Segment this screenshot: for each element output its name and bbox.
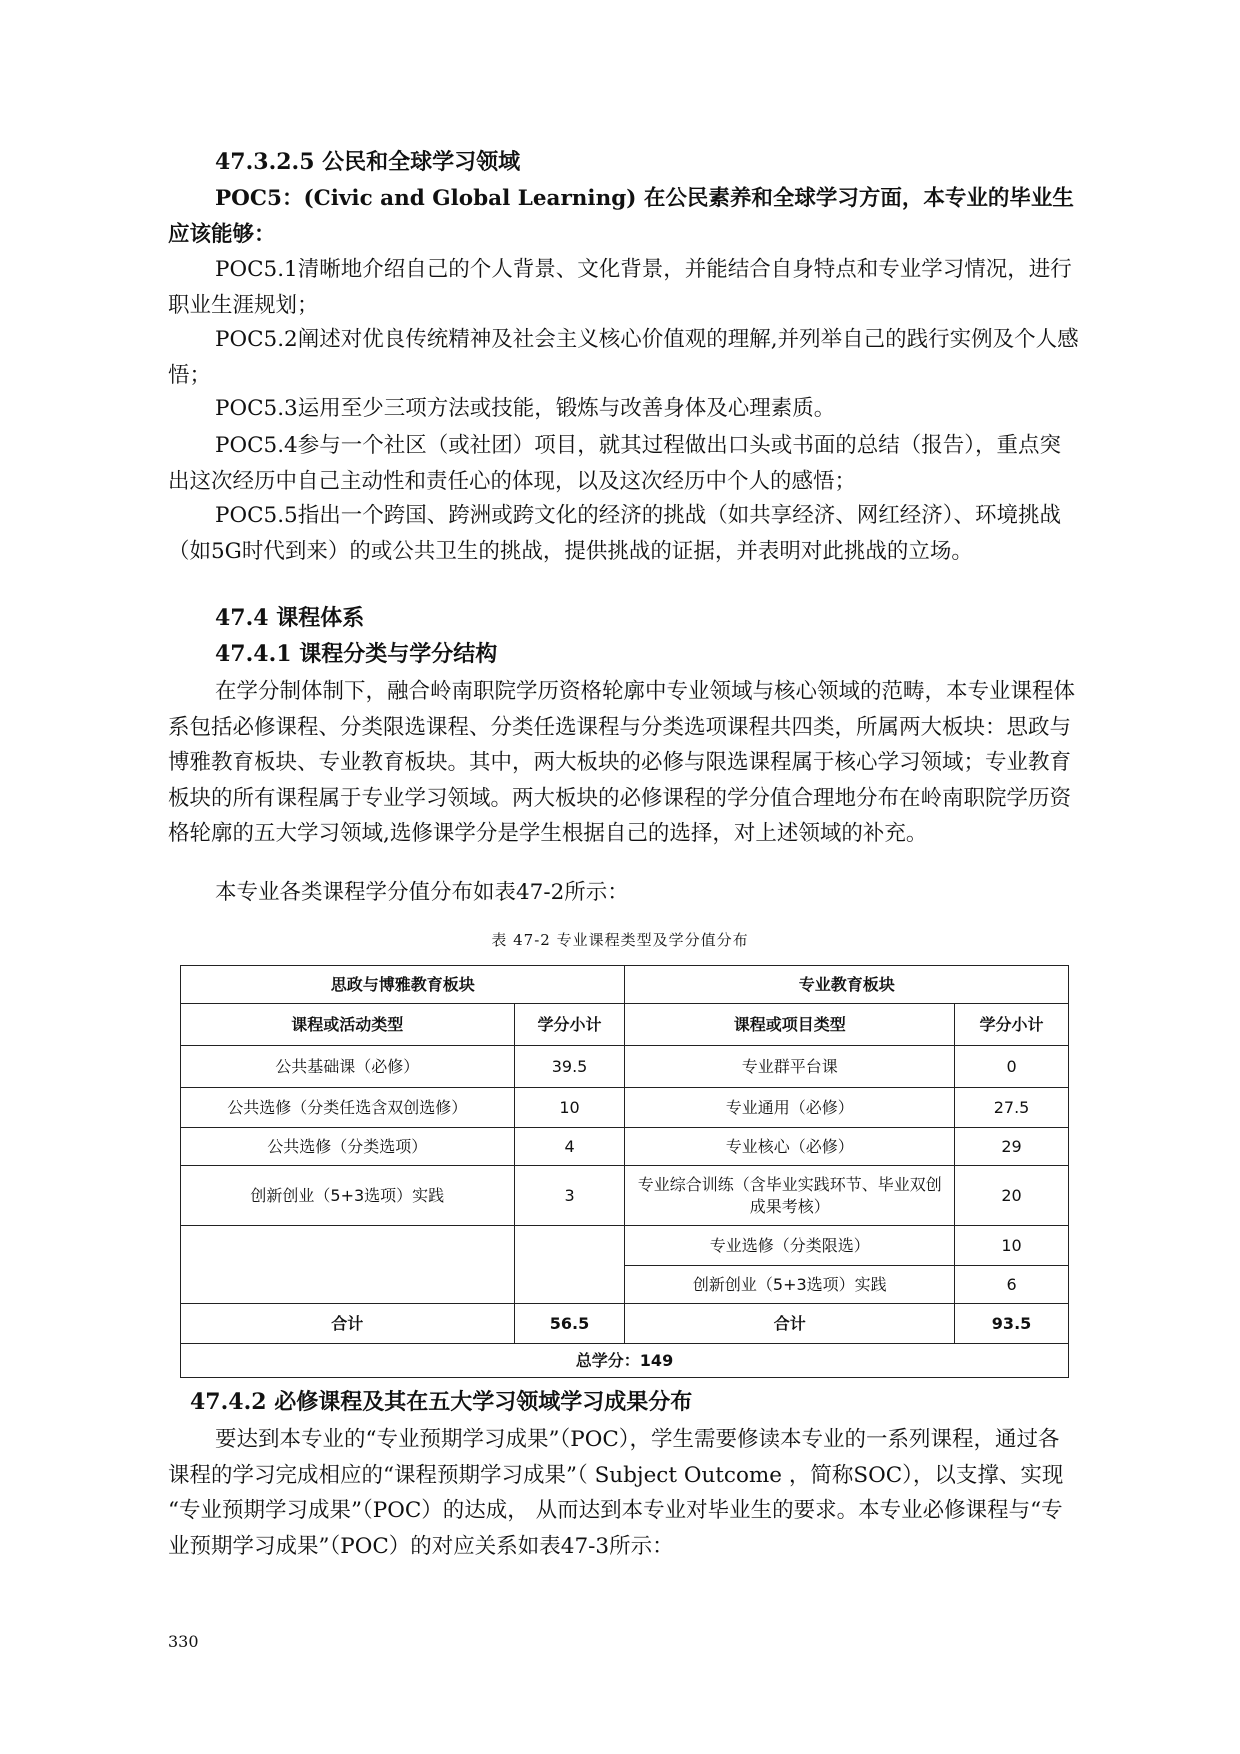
total-label-right: 合计 (625, 1304, 955, 1344)
table-row (181, 1088, 1069, 1128)
left-type-cell: 公共选修（分类任选含双创选修） (181, 1088, 515, 1128)
right-type-cell: 专业综合训练（含毕业实践环节、毕业双创成果考核） (625, 1166, 955, 1226)
left-credit-cell: 4 (514, 1128, 625, 1166)
credit-distribution-table (180, 965, 1069, 1378)
table-group-header-row (181, 966, 1069, 1004)
col-header-left-credit: 学分小计 (514, 1004, 625, 1046)
poc5-item-3: POC5.3运用至少三项方法或技能，锻炼与改善身体及心理素质。 (215, 396, 836, 421)
table-grand-total-row (181, 1344, 1069, 1378)
table-caption: 表 47-2 专业课程类型及学分值分布 (491, 931, 749, 949)
empty-cell (181, 1226, 515, 1304)
left-type-cell: 创新创业（5+3选项）实践 (181, 1166, 515, 1226)
left-credit-cell: 3 (514, 1166, 625, 1226)
page-number: 330 (168, 1632, 199, 1651)
right-credit-cell: 20 (955, 1166, 1069, 1226)
right-type-cell: 专业通用（必修） (625, 1088, 955, 1128)
poc5-item-1: POC5.1清晰地介绍自己的个人背景、文化背景，并能结合自身特点和专业学习情况，进行职业生涯规划； (168, 257, 1072, 318)
right-type-cell: 专业选修（分类限选） (625, 1226, 955, 1266)
right-type-cell: 创新创业（5+3选项）实践 (625, 1266, 955, 1304)
total-value-left: 56.5 (514, 1304, 625, 1344)
poc5-intro: POC5：(Civic and Global Learning) 在公民素养和全球学习方面，本专业的毕业生应该能够： (168, 186, 1074, 247)
right-credit-cell: 6 (955, 1266, 1069, 1304)
right-credit-cell: 29 (955, 1128, 1069, 1166)
total-value-right: 93.5 (955, 1304, 1069, 1344)
col-header-right-type: 课程或项目类型 (625, 1004, 955, 1046)
left-credit-cell: 39.5 (514, 1046, 625, 1088)
left-credit-cell: 10 (514, 1088, 625, 1128)
table-row (181, 1128, 1069, 1166)
empty-cell (514, 1226, 625, 1304)
table-column-header-row (181, 1004, 1069, 1046)
right-credit-cell: 27.5 (955, 1088, 1069, 1128)
table-total-row (181, 1304, 1069, 1344)
right-credit-cell: 0 (955, 1046, 1069, 1088)
left-type-cell: 公共选修（分类选项） (181, 1128, 515, 1166)
section-heading-47-4-2: 47.4.2 必修课程及其在五大学习领域学习成果分布 (190, 1389, 693, 1415)
right-credit-cell: 10 (955, 1226, 1069, 1266)
col-header-right-credit: 学分小计 (955, 1004, 1069, 1046)
section-heading-47-4: 47.4 课程体系 (215, 605, 365, 631)
col-header-left-type: 课程或活动类型 (181, 1004, 515, 1046)
poc5-item-4: POC5.4参与一个社区（或社团）项目，就其过程做出口头或书面的总结（报告），重点突出这次经历中自己主动性和责任心的体现，以及这次经历中个人的感悟； (168, 433, 1061, 494)
poc5-item-5: POC5.5指出一个跨国、跨洲或跨文化的经济的挑战（如共享经济、网红经济）、环境挑战（如5G时代到来）的或公共卫生的挑战，提供挑战的证据，并表明对此挑战的立场。 (168, 503, 1061, 564)
credit-structure-paragraph: 在学分制体制下，融合岭南职院学历资格轮廓中专业领域与核心领域的范畴，本专业课程体系包括必修课程、分类限选课程、分类任选课程与分类选项课程共四类，所属两大板块：思政与博雅教育板块、专业教育板块。其中，两大板块的必修与限选课程属于核心学习领域；专业教育板块的所有课程属于专业学习领域。两大板块的必修课程的学分值合理地分布在岭南职院学历资格轮廓的五大学习领域,选修课学分是学生根据自己的选择，对上述领域的补充。 (168, 679, 1076, 846)
section-heading-47-3-2-5: 47.3.2.5 公民和全球学习领域 (215, 149, 521, 175)
right-type-cell: 专业群平台课 (625, 1046, 955, 1088)
table-row (181, 1166, 1069, 1226)
total-label-left: 合计 (181, 1304, 515, 1344)
table-row (181, 1226, 1069, 1266)
poc5-item-2: POC5.2阐述对优良传统精神及社会主义核心价值观的理解,并列举自己的践行实例及个人感悟； (168, 327, 1079, 388)
required-courses-paragraph: 要达到本专业的“专业预期学习成果”（POC），学生需要修读本专业的一系列课程，通过各课程的学习完成相应的“课程预期学习成果”（ Subject Outcome ，简称SOC），以支撑、实现 “专业预期学习成果”（POC）的达成， 从而达到本专业对毕业生的要求。本专业必修课程与“专业预期学习成果”（POC）的对应关系如表47-3所示： (168, 1427, 1064, 1559)
right-type-cell: 专业核心（必修） (625, 1128, 955, 1166)
left-type-cell: 公共基础课（必修） (181, 1046, 515, 1088)
section-heading-47-4-1: 47.4.1 课程分类与学分结构 (215, 641, 498, 667)
group-header-right: 专业教育板块 (625, 966, 1069, 1004)
group-header-left: 思政与博雅教育板块 (181, 966, 625, 1004)
table-lead-sentence: 本专业各类课程学分值分布如表47-2所示： (215, 880, 629, 905)
table-row (181, 1046, 1069, 1088)
grand-total: 总学分：149 (181, 1344, 1069, 1378)
